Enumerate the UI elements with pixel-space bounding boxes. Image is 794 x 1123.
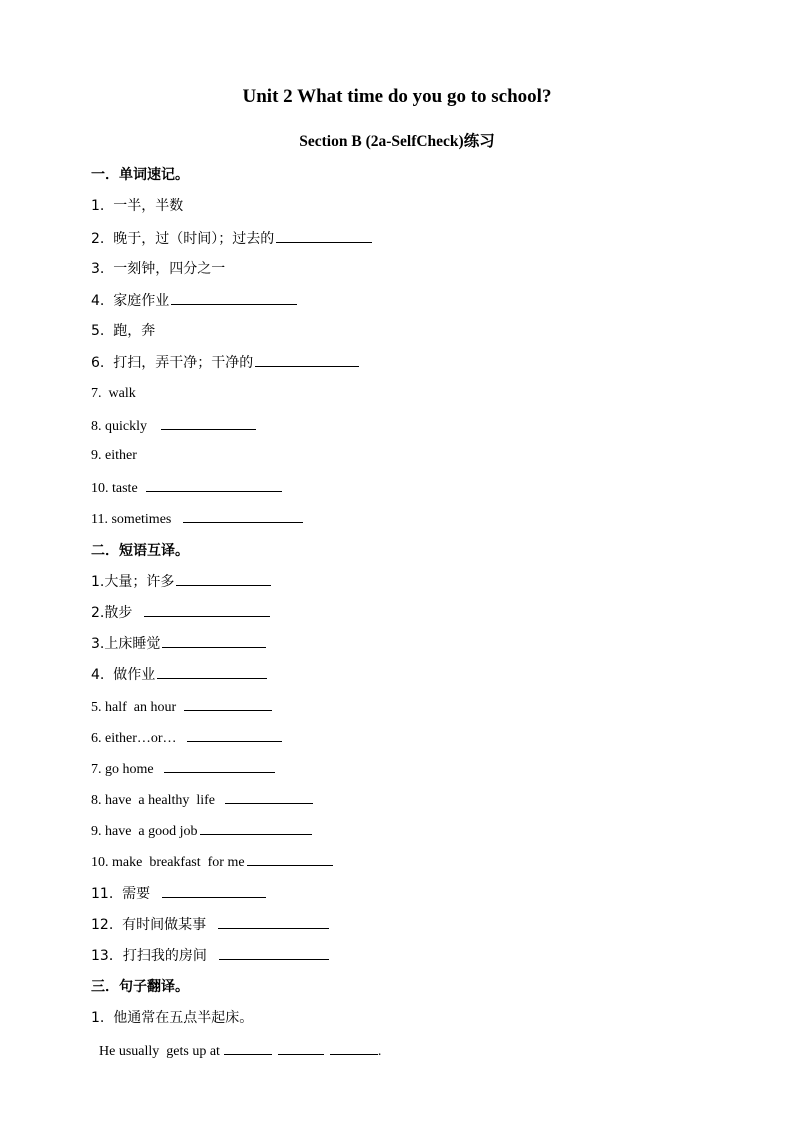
page-title: Unit 2 What time do you go to school? xyxy=(242,86,552,107)
s2-item-11 xyxy=(91,883,266,903)
s2-item-5-text: 5. half an hour xyxy=(91,700,177,715)
answer-blank[interactable] xyxy=(144,602,270,617)
s1-item-11-text: 11. sometimes xyxy=(91,512,172,527)
s2-item-7 xyxy=(91,758,275,778)
answer-blank[interactable] xyxy=(200,820,312,835)
answer-blank[interactable] xyxy=(255,352,359,367)
s1-item-1-text: 1. 一半，半数 xyxy=(91,198,184,214)
section1-heading: 一．单词速记。 xyxy=(91,167,189,183)
s3-answer-line xyxy=(99,1040,381,1060)
s2-item-10 xyxy=(91,851,333,871)
s1-item-2 xyxy=(91,228,372,248)
s2-item-13 xyxy=(91,945,329,965)
answer-blank[interactable] xyxy=(183,508,303,523)
s2-item-6 xyxy=(91,727,282,747)
answer-blank[interactable] xyxy=(187,727,282,742)
s1-item-10 xyxy=(91,477,282,497)
s2-item-9 xyxy=(91,820,312,840)
s2-item-2-text: 2.散步 xyxy=(91,605,133,621)
s2-item-12-text: 12. 有时间做某事 xyxy=(91,917,207,933)
answer-blank[interactable] xyxy=(157,664,267,679)
s2-item-8 xyxy=(91,789,313,809)
period-mark: . xyxy=(377,1044,382,1059)
s1-item-2-text: 2. 晚于，过（时间）；过去的 xyxy=(91,231,275,247)
section3-heading: 三．句子翻译。 xyxy=(91,979,189,995)
s3-item-1 xyxy=(91,1008,253,1028)
answer-blank[interactable] xyxy=(162,633,266,648)
s3-answer-text: He usually gets up at xyxy=(99,1044,220,1059)
answer-blank[interactable] xyxy=(330,1040,378,1055)
s1-item-6-text: 6. 打扫，弄干净；干净的 xyxy=(91,355,254,371)
s1-item-1 xyxy=(91,196,183,216)
s2-item-5 xyxy=(91,696,272,716)
s1-item-4 xyxy=(91,290,297,310)
s2-item-4-text: 4. 做作业 xyxy=(91,667,156,683)
s1-item-6 xyxy=(91,352,359,372)
s1-item-11 xyxy=(91,508,303,528)
s1-item-3 xyxy=(91,259,225,279)
s2-item-1-text: 1.大量；许多 xyxy=(91,574,175,590)
answer-blank[interactable] xyxy=(247,851,333,866)
answer-blank[interactable] xyxy=(224,1040,272,1055)
s3-item-1-text: 1. 他通常在五点半起床。 xyxy=(91,1010,254,1026)
s2-item-12 xyxy=(91,914,329,934)
s1-item-7-text: 7. walk xyxy=(91,386,136,401)
answer-blank[interactable] xyxy=(146,477,282,492)
s2-item-9-text: 9. have a good job xyxy=(91,824,198,839)
s1-item-3-text: 3. 一刻钟，四分之一 xyxy=(91,261,226,277)
s1-item-7 xyxy=(91,384,136,404)
answer-blank[interactable] xyxy=(276,228,372,243)
s2-item-7-text: 7. go home xyxy=(91,762,154,777)
s2-item-11-text: 11. 需要 xyxy=(91,886,151,902)
answer-blank[interactable] xyxy=(161,415,256,430)
s1-item-5-text: 5. 跑，奔 xyxy=(91,323,156,339)
s2-item-4 xyxy=(91,664,267,684)
answer-blank[interactable] xyxy=(219,945,329,960)
answer-blank[interactable] xyxy=(171,290,297,305)
s2-item-13-text: 13．打扫我的房间 xyxy=(91,948,207,964)
answer-blank[interactable] xyxy=(225,789,313,804)
s2-item-8-text: 8. have a healthy life xyxy=(91,793,216,808)
s2-item-1 xyxy=(91,571,271,591)
s1-item-4-text: 4. 家庭作业 xyxy=(91,293,170,309)
answer-blank[interactable] xyxy=(162,883,266,898)
s2-item-2 xyxy=(91,602,270,622)
answer-blank[interactable] xyxy=(278,1040,324,1055)
page-subtitle: Section B (2a-SelfCheck)练习 xyxy=(299,133,495,150)
answer-blank[interactable] xyxy=(176,571,271,586)
s1-item-8 xyxy=(91,415,256,435)
s1-item-8-text: 8. quickly xyxy=(91,419,147,434)
s1-item-10-text: 10. taste xyxy=(91,481,138,496)
s2-item-10-text: 10. make breakfast for me xyxy=(91,855,245,870)
answer-blank[interactable] xyxy=(218,914,329,929)
s2-item-3-text: 3.上床睡觉 xyxy=(91,636,161,652)
answer-blank[interactable] xyxy=(184,696,272,711)
s2-item-3 xyxy=(91,633,266,653)
s1-item-9 xyxy=(91,446,137,466)
s1-item-9-text: 9. either xyxy=(91,448,137,463)
s1-item-5 xyxy=(91,321,155,341)
answer-blank[interactable] xyxy=(164,758,275,773)
s2-item-6-text: 6. either…or… xyxy=(91,731,177,746)
section2-heading: 二．短语互译。 xyxy=(91,543,189,559)
